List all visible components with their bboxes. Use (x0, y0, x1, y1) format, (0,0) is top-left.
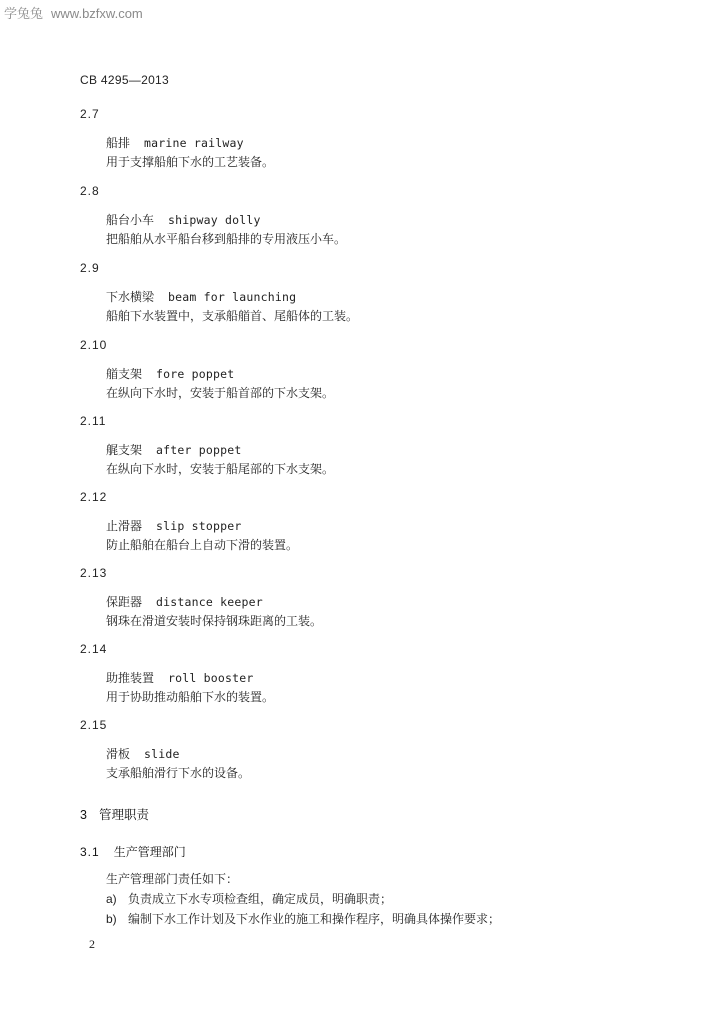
section-number: 3 (80, 808, 87, 822)
term-chinese: 滑板 (106, 747, 131, 761)
term-definition: 支承船舶滑行下水的设备。 (106, 766, 251, 780)
clause-number: 2.15 (80, 718, 108, 732)
paragraph: 生产管理部门责任如下： (106, 872, 239, 886)
clause-number: 2.11 (80, 414, 107, 428)
term-heading (106, 211, 261, 228)
list-marker: b) (106, 912, 117, 926)
term-definition: 在纵向下水时，安装于船首部的下水支架。 (106, 386, 335, 400)
term-definition: 船舶下水装置中，支承船艏首、尾船体的工装。 (106, 309, 359, 323)
watermark-brand: 学兔兔 (4, 7, 44, 22)
term-definition: 用于协助推动船舶下水的装置。 (106, 690, 275, 704)
term-chinese: 艉支架 (106, 443, 143, 457)
term-heading (106, 134, 244, 151)
term-heading (106, 669, 254, 686)
term-english: beam for launching (168, 290, 297, 304)
subsection-title: 生产管理部门 (113, 845, 186, 859)
term-heading (106, 745, 180, 762)
term-english: slide (144, 747, 180, 761)
term-definition: 用于支撑船舶下水的工艺装备。 (106, 155, 275, 169)
term-definition: 把船舶从水平船台移到船排的专用液压小车。 (106, 232, 347, 246)
term-english: slip stopper (156, 519, 242, 533)
term-english: distance keeper (156, 595, 263, 609)
clause-number: 2.7 (80, 107, 100, 121)
term-english: shipway dolly (168, 213, 261, 227)
term-definition: 防止船舶在船台上自动下滑的装置。 (106, 538, 299, 552)
term-chinese: 船排 (106, 136, 131, 150)
list-item (106, 910, 500, 927)
term-heading (106, 288, 296, 305)
term-chinese: 船台小车 (106, 213, 155, 227)
page-number: 2 (89, 937, 95, 951)
term-definition: 在纵向下水时，安装于船尾部的下水支架。 (106, 462, 335, 476)
list-marker: a) (106, 892, 117, 906)
clause-number: 2.10 (80, 338, 108, 352)
term-english: marine railway (144, 136, 244, 150)
term-heading (106, 365, 234, 382)
clause-number: 2.8 (80, 184, 100, 198)
clause-number: 2.9 (80, 261, 100, 275)
list-item-text: 负责成立下水专项检查组，确定成员，明确职责； (128, 892, 393, 906)
term-heading (106, 517, 242, 534)
term-english: fore poppet (156, 367, 235, 381)
term-chinese: 保距器 (106, 595, 143, 609)
clause-number: 2.13 (80, 566, 108, 580)
watermark-site: www.bzfxw.com (51, 6, 143, 21)
term-heading (106, 441, 242, 458)
section-heading (80, 805, 149, 823)
term-chinese: 止滑器 (106, 519, 143, 533)
subsection-number: 3.1 (80, 845, 100, 859)
term-english: roll booster (168, 671, 254, 685)
term-chinese: 艏支架 (106, 367, 143, 381)
term-heading (106, 593, 263, 610)
document-id: CB 4295—2013 (80, 73, 169, 87)
watermark (4, 3, 143, 22)
clause-number: 2.12 (80, 490, 108, 504)
list-item-text: 编制下水工作计划及下水作业的施工和操作程序，明确具体操作要求； (128, 912, 501, 926)
list-item (106, 890, 392, 907)
subsection-heading (80, 843, 186, 860)
term-chinese: 助推装置 (106, 671, 155, 685)
clause-number: 2.14 (80, 642, 108, 656)
term-definition: 钢珠在滑道安装时保持钢珠距离的工装。 (106, 614, 323, 628)
section-title: 管理职责 (98, 807, 149, 822)
term-chinese: 下水横梁 (106, 290, 155, 304)
term-english: after poppet (156, 443, 242, 457)
